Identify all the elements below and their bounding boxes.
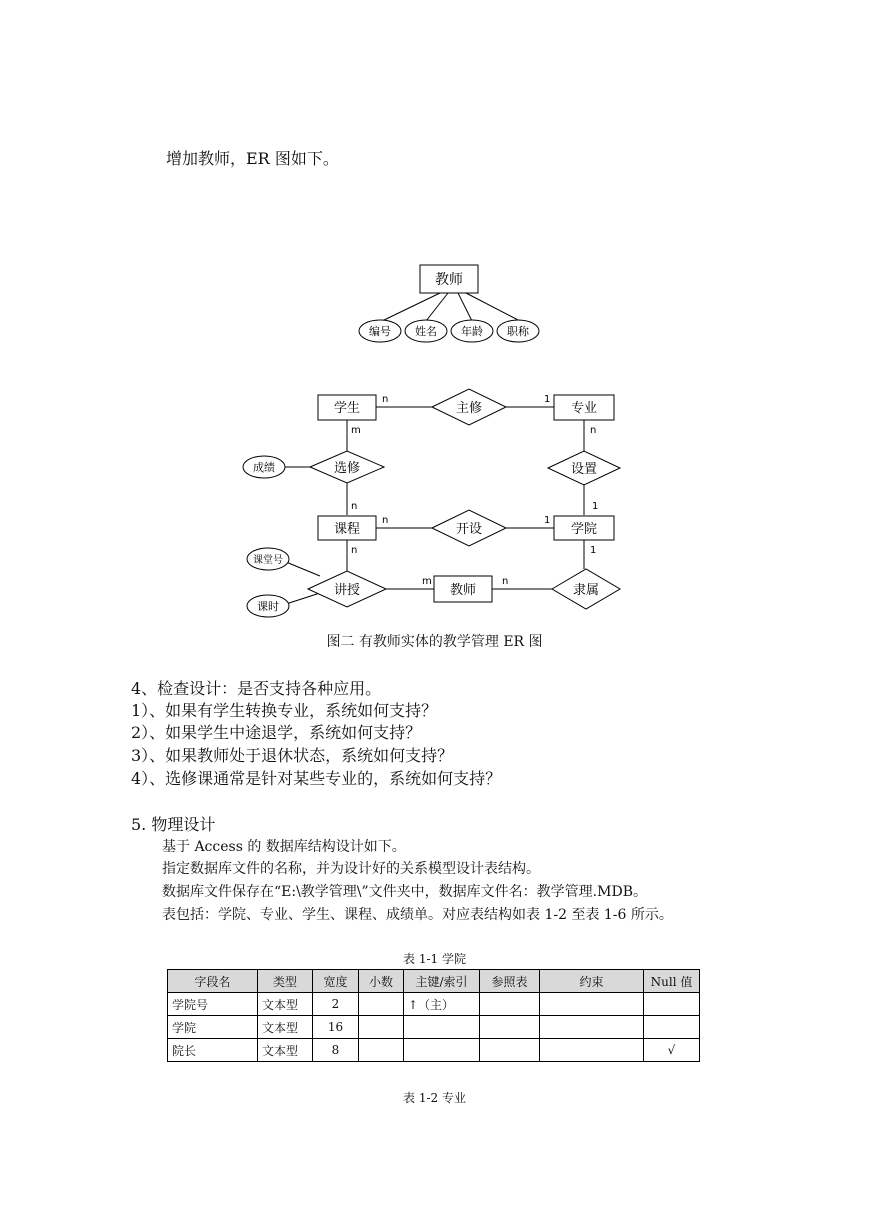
attr-nianling-label: 年龄 [461,325,483,338]
card-college-kaishe: 1 [544,515,551,526]
cell: 文本型 [258,993,313,1016]
cell [359,1039,404,1062]
ketanghao-attr-label: 课堂号 [253,555,283,566]
card-college-lishu: 1 [590,545,597,556]
cell [540,1016,644,1039]
cell [480,1039,540,1062]
cell: 院长 [168,1039,258,1062]
zhuxiu-relation-label: 主修 [455,401,483,416]
cell [644,993,700,1016]
cell [644,1016,700,1039]
card-major-zhuxiu: 1 [544,394,551,405]
cell: 学院号 [168,993,258,1016]
col-null: Null 值 [644,970,700,993]
question-2: 2）、如果学生中途退学，系统如何支持？ [131,723,422,742]
table-header-row [168,970,700,993]
table-college [167,969,700,1062]
section5-para-2: 指定数据库文件的名称，并为设计好的关系模型设计表结构。 [162,861,540,877]
check-design-heading: 4、检查设计：是否支持各种应用。 [131,679,382,698]
card-student-xuanxiu: m [351,425,361,436]
card-teacher-jiangshou: m [422,576,432,587]
attr-zhicheng-label: 职称 [507,325,529,338]
question-4: 4）、选修课通常是针对某些专业的，系统如何支持？ [131,769,502,788]
cell: √ [644,1039,700,1062]
cell: 学院 [168,1016,258,1039]
section5-para-1: 基于 Access 的 数据库结构设计如下。 [162,839,406,855]
major-entity-label: 专业 [570,401,598,416]
cell [540,993,644,1016]
col-decimal: 小数 [359,970,404,993]
college-entity-label: 学院 [570,522,598,537]
cell: ↑（主） [404,993,480,1016]
table1-caption: 表 1-1 学院 [403,952,466,966]
card-course-kaishe: n [382,515,389,526]
intro-text: 增加教师，ER 图如下。 [166,149,339,168]
xuanxiu-relation-label: 选修 [333,461,361,476]
col-ref-table: 参照表 [480,970,540,993]
keshi-attr-label: 课时 [257,600,279,613]
figure-caption: 图二 有教师实体的教学管理 ER 图 [326,634,543,650]
question-3: 3）、如果教师处于退休状态，系统如何支持？ [131,746,454,765]
col-constraint: 约束 [540,970,644,993]
chengji-attr-label: 成绩 [253,461,275,474]
table-row [168,1016,700,1039]
attr-bianhao-label: 编号 [369,325,391,338]
col-key-index: 主键/索引 [404,970,480,993]
kaishe-relation-label: 开设 [455,522,483,537]
cell: 8 [313,1039,359,1062]
section5-para-4: 表包括：学院、专业、学生、课程、成绩单。对应表结构如表 1-2 至表 1-6 所示。 [162,907,673,923]
cell: 文本型 [258,1016,313,1039]
table2-caption: 表 1-2 专业 [403,1091,466,1105]
cell [404,1016,480,1039]
jiangshou-relation-label: 讲授 [333,583,361,598]
cell [540,1039,644,1062]
col-width: 宽度 [313,970,359,993]
course-entity-label: 课程 [333,522,361,537]
teacher-entity-top-label: 教师 [435,272,463,288]
cell [404,1039,480,1062]
cell [480,1016,540,1039]
teacher-attr-group [359,265,539,342]
table-row [168,993,700,1016]
cell [359,993,404,1016]
cell: 16 [313,1016,359,1039]
card-course-jiangshou: n [351,545,358,556]
card-major-shezhi: n [590,425,597,436]
shezhi-relation-label: 设置 [570,462,598,477]
table-row [168,1039,700,1062]
attr-xingming-label: 姓名 [415,325,437,338]
cell [359,1016,404,1039]
card-student-zhuxiu: n [382,394,389,405]
section5-para-3: 数据库文件保存在“E:\教学管理\”文件夹中，数据库文件名：教学管理.MDB。 [162,884,647,900]
teacher-entity-label: 教师 [449,583,477,598]
card-course-xuanxiu: n [351,501,358,512]
cell: 文本型 [258,1039,313,1062]
lishu-relation-label: 隶属 [572,583,600,598]
student-entity-label: 学生 [333,401,361,416]
cell [480,993,540,1016]
cell: 2 [313,993,359,1016]
card-teacher-lishu: n [502,576,509,587]
col-type: 类型 [258,970,313,993]
col-field-name: 字段名 [168,970,258,993]
card-college-shezhi: 1 [592,501,599,512]
question-1: 1）、如果有学生转换专业，系统如何支持？ [131,701,438,720]
section5-heading: 5. 物理设计 [131,815,216,834]
er-diagram [230,255,640,625]
